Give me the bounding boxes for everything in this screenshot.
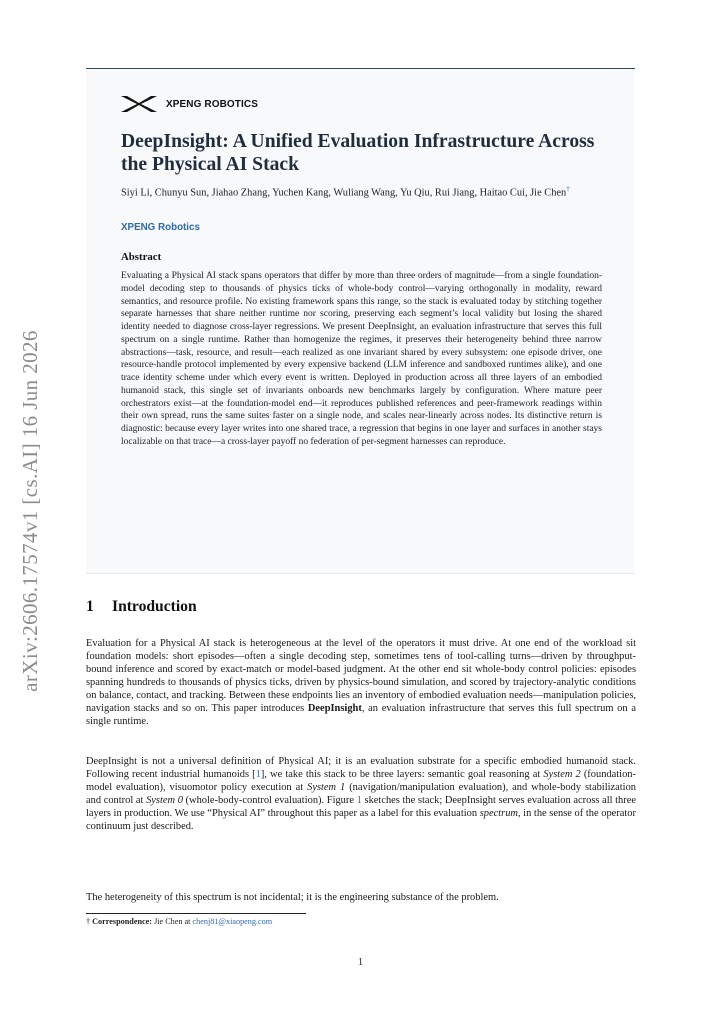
abstract-heading: Abstract: [121, 251, 162, 263]
intro-p2-text: DeepInsight is not a universal definition of Physical AI; it is an evaluation substrate for a specific embodied humanoid stack. Following recent industrial humanoids [: [86, 756, 636, 780]
footnote: [86, 917, 636, 926]
paper-title: DeepInsight: A Unified Evaluation Infrastructure Across the Physical AI Stack: [121, 131, 595, 175]
footnote-rule: [86, 913, 306, 914]
brand-header: [121, 96, 258, 112]
intro-p1-text: Evaluation for a Physical AI stack is heterogeneous at the level of the operators it must drive. At one end of the workload sit foundation models: short episodes—often a single decoding step, sometimes tens of tool-calling turns—driven by throughput-bound inference and scored by exact-match or model-based judgment. At the other end sit whole-body control policies: episodes spanning hundreds to thousands of physics ticks, driven by physics-bound simulation, and scored by trajectory-analytic conditions on balance, contact, and tracking. Between these endpoints lies an inventory of embodied evaluation needs—manipulation policies, navigation stacks and so on. This paper introduces: [86, 638, 636, 714]
footnote-text: Jie Chen at: [152, 917, 193, 926]
email-link[interactable]: chenj81@xiaopeng.com: [192, 917, 273, 926]
figure-reference-link[interactable]: 1: [356, 794, 362, 806]
corresponding-author-mark: †: [566, 185, 570, 193]
section-number: 1: [86, 598, 94, 615]
intro-p2-text-f: sketches the stack; DeepInsight serves evaluation across all three layers in production. We use “Physical AI” throughout this paper as a label for this evaluation: [86, 794, 637, 819]
intro-p2-text-d: (navigation/manipulation evaluation), and whole-body stabilization and control at: [86, 781, 637, 806]
citation-link[interactable]: 1: [255, 768, 261, 780]
brand-name: XPENG ROBOTICS: [166, 98, 258, 110]
affiliation: XPENG Robotics: [121, 222, 200, 233]
intro-paragraph-3: The heterogeneity of this spectrum is not incidental; it is the engineering substance of the problem.: [86, 892, 499, 903]
footnote-mark: †: [86, 917, 91, 926]
section-heading: [86, 598, 197, 616]
xpeng-logo-icon: [121, 96, 157, 112]
system0-term: System 0: [146, 794, 183, 806]
page-number: 1: [357, 957, 364, 968]
system2-term: System 2: [543, 768, 581, 780]
system1-term: System 1: [307, 781, 346, 793]
intro-paragraph-2: [86, 756, 636, 834]
intro-p2-text-b: ], we take this stack to be three layers: semantic goal reasoning at: [260, 768, 544, 780]
intro-paragraph-1: [86, 638, 636, 729]
abstract-text: Evaluating a Physical AI stack spans operators that differ by more than three orders of magnitude—from a single foundation-model decoding step to thousands of physics ticks of whole-body control—varying orthogonally in modality, reward semantics, and resource profile. No existing framework spans this range, so the stack is evaluated today by stitching together separate harnesses that share neither runtime nor scoring, preserving each segment’s local validity but losing the shared identity needed to diagnose cross-layer regressions. We present DeepInsight, an evaluation infrastructure that serves this full spectrum on a single runtime. Rather than homogenize the regimes, it preserves their heterogeneity behind three narrow abstractions—task, resource, and result—each realized as one invariant shared by every subsystem: one episode driver, one resource-handle protocol implemented by every expensive backend (LLM inference and sandboxed runtimes alike), and one trace identity scheme under which every event is written. Deployed in production across all three layers of an embodied humanoid stack, this single set of invariants onboards new benchmarks largely by configuration. Where mature peer orchestrators exist—at the foundation-model end—it reproduces published references and peer-framework readings within their own spread, runs the same suites faster on a single node, and scales near-linearly across nodes. Its distinctive return is diagnostic: because every layer writes into one shared trace, a regression that begins in one layer and surfaces in another stays localizable on that trace—a cross-layer payoff no federation of per-segment harnesses can reproduce.: [121, 271, 602, 447]
authors-text: Siyi Li, Chunyu Sun, Jiahao Zhang, Yuchen Kang, Wuliang Wang, Yu Qiu, Rui Jiang, Haitao Cui, Jie Chen: [121, 187, 567, 199]
footnote-label: Correspondence:: [92, 917, 153, 926]
intro-p1-bold: DeepInsight: [307, 702, 362, 714]
intro-p2-text-c: (foundation-model evaluation), visuomotor policy execution at: [86, 768, 636, 793]
author-list: [121, 183, 605, 200]
title-abstract-box: [86, 68, 635, 574]
intro-p1-text-end: , an evaluation infrastructure that serves this full spectrum on a single runtime.: [86, 702, 636, 727]
spectrum-term: spectrum: [479, 807, 518, 819]
intro-p2-text-e: (whole-body-control evaluation). Figure: [182, 794, 357, 806]
intro-p2-text-g: , in the sense of the operator continuum just described.: [86, 807, 636, 832]
section-title: Introduction: [112, 598, 197, 615]
arxiv-identifier: arXiv:2606.17574v1 [cs.AI] 16 Jun 2026: [18, 330, 42, 692]
